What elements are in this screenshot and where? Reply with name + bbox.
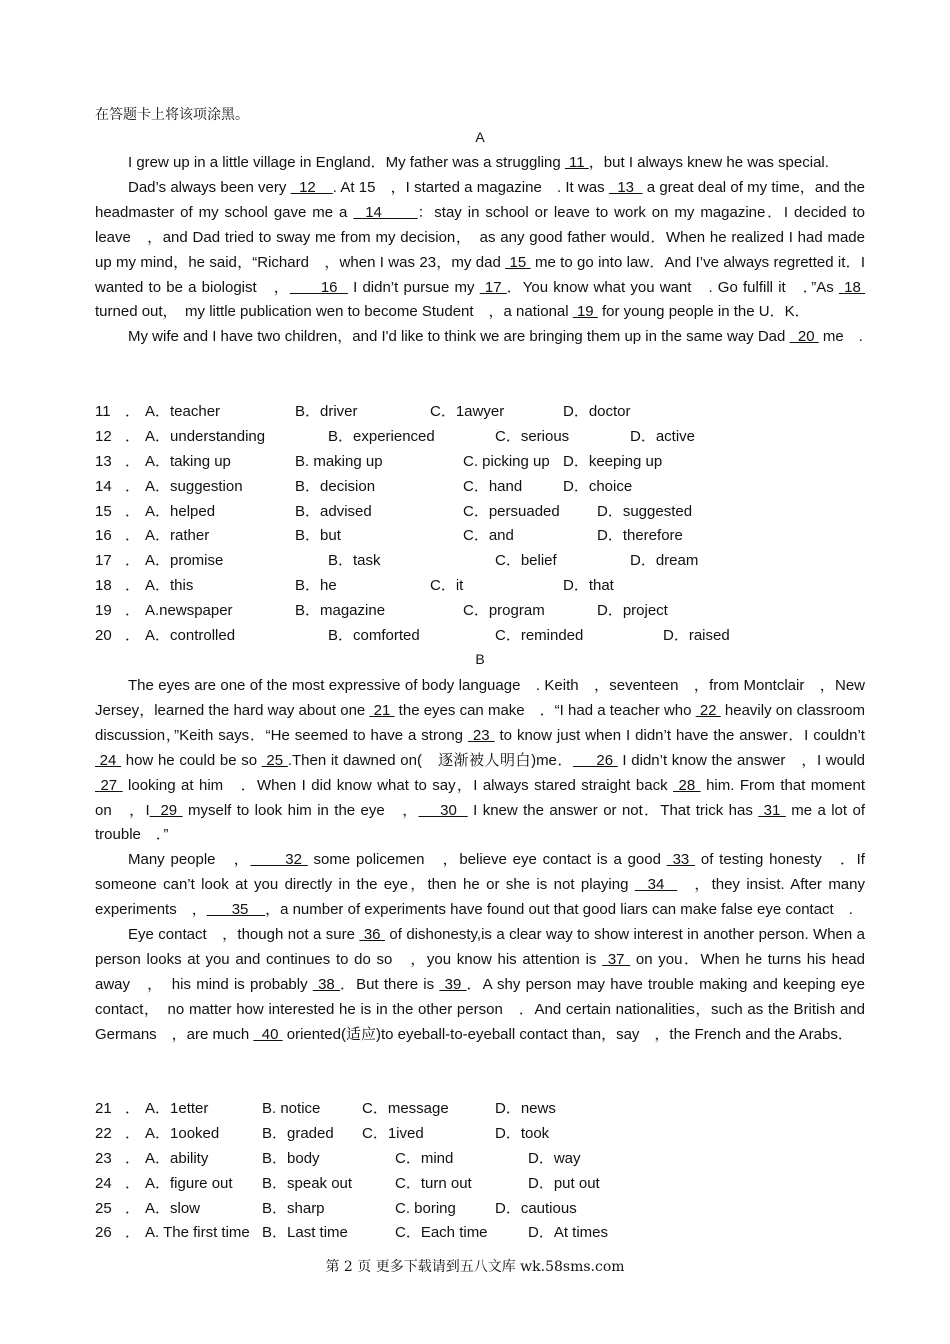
option-b[interactable]: B．graded bbox=[262, 1124, 334, 1142]
option-d[interactable]: D．choice bbox=[563, 477, 633, 495]
option-c[interactable]: C．reminded bbox=[495, 627, 584, 645]
passage-text: of testing honesty ．If someone can’t look at you directly in the eye，then he or she is not playing bbox=[95, 851, 865, 894]
passage-text: The eyes are one of the most expressive of body language . Keith ，seventeen ，from Montclair ，New Jersey，learned the hard way about one bbox=[95, 677, 865, 719]
passage-text: ：stay in school or leave to work on my magazine．I decided to leave ，and Dad tried to sway me from my decision， as any good father would．When he realized I had made up my mind，he said，“Richard ，when I was 23，my dad bbox=[95, 203, 865, 271]
option-b[interactable]: B．but bbox=[295, 527, 341, 545]
option-a[interactable]: A．1etter bbox=[145, 1100, 209, 1117]
option-c[interactable]: C．hand bbox=[463, 477, 523, 495]
number-separator: ． bbox=[125, 1174, 141, 1192]
passage-text: for young people in the U．K． bbox=[597, 303, 810, 321]
question-number: 17 bbox=[95, 552, 112, 570]
passage-paragraph bbox=[95, 176, 865, 325]
passage-text: I didn’t pursue my bbox=[347, 278, 480, 296]
passage-text: ．But there is bbox=[340, 975, 440, 993]
option-a[interactable]: A．this bbox=[145, 577, 194, 595]
answer-blank: 34 bbox=[634, 876, 678, 894]
question-options-row bbox=[95, 1147, 865, 1172]
passage-text: I grew up in a little village in England．My father was a struggling bbox=[128, 154, 565, 171]
question-options-row bbox=[95, 450, 865, 475]
option-c[interactable]: C．1ived bbox=[362, 1124, 424, 1142]
option-b[interactable]: B．advised bbox=[295, 502, 372, 520]
question-options-row bbox=[95, 524, 865, 549]
option-a[interactable]: A．rather bbox=[145, 527, 210, 545]
passage-text: looking at him ．When I did know what to say，I always stared straight back bbox=[122, 776, 674, 794]
number-separator: ． bbox=[125, 577, 141, 595]
number-separator: ． bbox=[125, 1224, 141, 1242]
question-number: 15 bbox=[95, 502, 112, 520]
option-c[interactable]: C．mind bbox=[395, 1149, 454, 1167]
answer-blank: 12 bbox=[290, 178, 333, 196]
answer-blank: 22 bbox=[695, 701, 721, 719]
option-a[interactable]: A．understanding bbox=[145, 427, 266, 445]
answer-blank: 39 bbox=[439, 975, 467, 993]
option-a[interactable]: A．figure out bbox=[145, 1174, 233, 1192]
question-number: 12 bbox=[95, 427, 112, 445]
answer-blank: 16 bbox=[289, 278, 348, 296]
question-options-row bbox=[95, 599, 865, 624]
option-d[interactable]: D．project bbox=[597, 602, 668, 620]
passage-text: ．You know what you want . Go fulfill it ．”As bbox=[506, 278, 839, 296]
number-separator: ． bbox=[125, 1149, 141, 1167]
option-a[interactable]: A．slow bbox=[145, 1199, 201, 1217]
option-c[interactable]: C．program bbox=[463, 602, 545, 620]
option-b[interactable]: B．magazine bbox=[295, 602, 386, 620]
answer-blank: 23 bbox=[467, 726, 495, 744]
option-c[interactable]: C．and bbox=[463, 527, 514, 545]
number-separator: ． bbox=[125, 502, 141, 520]
passage-text: I didn’t know the answer ，I would bbox=[617, 751, 865, 769]
question-options-row bbox=[95, 425, 865, 450]
passage-text: to know just when I didn’t have the answer．I couldn’t bbox=[494, 726, 865, 744]
option-b[interactable]: B. making up bbox=[295, 452, 383, 470]
option-d[interactable]: D．way bbox=[528, 1149, 581, 1167]
answer-blank: 20 bbox=[789, 328, 819, 346]
option-c[interactable]: C. boring bbox=[395, 1199, 456, 1217]
option-d[interactable]: D．therefore bbox=[597, 527, 683, 545]
passage-text: ，they insist. After many experiments ， bbox=[95, 876, 865, 919]
passage-paragraph bbox=[95, 325, 865, 350]
question-number: 20 bbox=[95, 627, 112, 645]
options-a bbox=[95, 400, 865, 649]
answer-blank: 13 bbox=[608, 178, 643, 196]
question-number: 21 bbox=[95, 1100, 112, 1117]
answer-blank: 40 bbox=[253, 1025, 283, 1043]
answer-blank: 29 bbox=[149, 801, 183, 819]
question-options-row bbox=[95, 400, 865, 425]
option-a[interactable]: A．1ooked bbox=[145, 1124, 220, 1142]
option-d[interactable]: D．news bbox=[495, 1100, 556, 1117]
passage-text: Many people ， bbox=[128, 851, 251, 869]
option-b[interactable]: B．decision bbox=[295, 477, 376, 495]
passage-b bbox=[95, 674, 865, 1048]
option-d[interactable]: D．doctor bbox=[563, 403, 631, 420]
option-d[interactable]: D．put out bbox=[528, 1174, 600, 1192]
answer-blank: 27 bbox=[95, 776, 123, 794]
instruction-text: 在答题卡上将该项涂黑。 bbox=[95, 107, 249, 123]
option-a[interactable]: A．promise bbox=[145, 552, 224, 570]
passage-text: the eyes can make ．“I had a teacher who bbox=[394, 701, 696, 719]
passage-text: me to go into law．And I’ve always regretted it．I wanted to be a biologist ， bbox=[95, 253, 865, 296]
option-b[interactable]: B．experienced bbox=[328, 427, 435, 445]
section-b-title: B bbox=[475, 651, 485, 667]
number-separator: ． bbox=[125, 403, 141, 420]
passage-text: him. From that moment on ，I bbox=[95, 776, 865, 819]
question-number: 13 bbox=[95, 452, 112, 470]
passage-text: a great deal of my time，and the headmaster of my school gave me a bbox=[95, 178, 865, 221]
option-c[interactable]: C. picking up bbox=[463, 452, 550, 470]
question-number: 26 bbox=[95, 1224, 112, 1242]
answer-blank: 33 bbox=[666, 851, 696, 869]
option-d[interactable]: D．suggested bbox=[597, 502, 693, 520]
passage-text: heavily on classroom discussion，”Keith says．“He seemed to have a strong bbox=[95, 701, 865, 744]
number-separator: ． bbox=[125, 427, 141, 445]
passage-text: of dishonesty,is a clear way to show interest in another person. When a person looks at you and continues to do so ，you know his attention is bbox=[95, 926, 865, 968]
passage-paragraph bbox=[95, 674, 865, 848]
answer-blank: 15 bbox=[505, 253, 531, 271]
answer-blank: 38 bbox=[312, 975, 341, 993]
option-d[interactable]: D．took bbox=[495, 1124, 550, 1142]
answer-blank: 19 bbox=[572, 303, 598, 321]
passage-text: My wife and I have two children，and I'd like to think we are bringing them up in the same way Dad bbox=[128, 328, 790, 346]
passage-text: . At 15 ，I started a magazine . It was bbox=[332, 178, 609, 196]
option-c[interactable]: C．belief bbox=[495, 552, 557, 570]
passage-text: myself to look him in the eye ， bbox=[182, 801, 419, 819]
option-b[interactable]: B．speak out bbox=[262, 1174, 353, 1192]
number-separator: ． bbox=[125, 627, 141, 645]
answer-blank: 26 bbox=[572, 751, 618, 769]
question-options-row bbox=[95, 500, 865, 525]
answer-blank: 32 bbox=[250, 851, 308, 869]
question-options-row bbox=[95, 1172, 865, 1197]
option-b[interactable]: B．task bbox=[328, 552, 381, 570]
page-footer: 第 2 页 更多下载请到五八文库 wk.58sms.com bbox=[325, 1259, 625, 1275]
passage-a bbox=[95, 151, 865, 350]
options-b bbox=[95, 1097, 865, 1246]
option-c[interactable]: C．turn out bbox=[395, 1174, 472, 1192]
option-b[interactable]: B．he bbox=[295, 577, 337, 595]
option-a[interactable]: A.newspaper bbox=[145, 602, 233, 620]
option-a[interactable]: A．helped bbox=[145, 502, 216, 520]
question-options-row bbox=[95, 574, 865, 599]
option-d[interactable]: D．At times bbox=[528, 1224, 609, 1242]
passage-text: me . bbox=[818, 328, 863, 346]
number-separator: ． bbox=[125, 1124, 141, 1142]
answer-blank: 24 bbox=[95, 751, 122, 769]
option-c[interactable]: C．message bbox=[362, 1100, 449, 1117]
option-c[interactable]: C．persuaded bbox=[463, 502, 560, 520]
section-a-title: A bbox=[475, 129, 485, 145]
answer-blank: 35 bbox=[206, 901, 266, 919]
option-d[interactable]: D．active bbox=[630, 427, 696, 445]
question-number: 14 bbox=[95, 477, 112, 495]
passage-text: turned out， my little publication wen to become Student ，a national bbox=[95, 303, 573, 321]
answer-blank: 25 bbox=[261, 751, 288, 769]
number-separator: ． bbox=[125, 477, 141, 495]
option-a[interactable]: A．ability bbox=[145, 1149, 209, 1167]
answer-blank: 28 bbox=[673, 776, 701, 794]
option-a[interactable]: A．controlled bbox=[145, 627, 236, 645]
number-separator: ． bbox=[125, 452, 141, 470]
question-number: 24 bbox=[95, 1174, 112, 1192]
number-separator: ． bbox=[125, 552, 141, 570]
passage-paragraph bbox=[95, 848, 865, 923]
option-d[interactable]: D．keeping up bbox=[563, 452, 663, 470]
passage-text: .Then it dawned on( 逐渐被人明白)me． bbox=[287, 751, 573, 769]
answer-blank: 17 bbox=[479, 278, 507, 296]
answer-blank: 21 bbox=[369, 701, 395, 719]
option-b[interactable]: B．sharp bbox=[262, 1199, 325, 1217]
number-separator: ． bbox=[125, 1199, 141, 1217]
passage-text: I knew the answer or not．That trick has bbox=[467, 801, 759, 819]
passage-text: Eye contact ，though not a sure bbox=[128, 926, 360, 944]
option-b[interactable]: B．body bbox=[262, 1149, 320, 1167]
option-a[interactable]: A．teacher bbox=[145, 403, 221, 420]
question-options-row bbox=[95, 1221, 865, 1246]
question-number: 22 bbox=[95, 1124, 112, 1142]
passage-text: me a lot of trouble ．” bbox=[95, 801, 865, 844]
option-c[interactable]: C．Each time bbox=[395, 1224, 488, 1242]
number-separator: ． bbox=[125, 602, 141, 620]
passage-text: some policemen ，believe eye contact is a good bbox=[307, 851, 667, 869]
option-d[interactable]: D．cautious bbox=[495, 1199, 577, 1217]
passage-text: Dad’s always been very bbox=[128, 178, 291, 196]
option-b[interactable]: B．Last time bbox=[262, 1224, 348, 1242]
option-a[interactable]: A. The first time bbox=[145, 1224, 250, 1242]
passage-paragraph bbox=[95, 151, 865, 176]
passage-paragraph bbox=[95, 923, 865, 1048]
question-number: 11 bbox=[95, 403, 111, 420]
answer-blank: 14 bbox=[353, 203, 418, 221]
option-a[interactable]: A．taking up bbox=[145, 452, 231, 470]
question-options-row bbox=[95, 1197, 865, 1222]
answer-blank: 37 bbox=[602, 950, 631, 968]
option-a[interactable]: A．suggestion bbox=[145, 477, 243, 495]
question-number: 16 bbox=[95, 527, 112, 545]
option-d[interactable]: D．that bbox=[563, 577, 614, 595]
passage-text: ，a number of experiments have found out that good liars can make false eye contact . bbox=[265, 901, 853, 919]
option-d[interactable]: D．dream bbox=[630, 552, 699, 570]
option-c[interactable]: C．it bbox=[430, 577, 464, 595]
number-separator: ． bbox=[125, 1100, 141, 1117]
option-b[interactable]: B．comforted bbox=[328, 627, 420, 645]
answer-blank: 18 bbox=[838, 278, 865, 296]
option-b[interactable]: B. notice bbox=[262, 1100, 321, 1117]
number-separator: ． bbox=[125, 527, 141, 545]
question-options-row bbox=[95, 1097, 865, 1122]
passage-text: ，but I always knew he was special. bbox=[588, 154, 829, 171]
question-number: 25 bbox=[95, 1199, 112, 1217]
option-c[interactable]: C．serious bbox=[495, 427, 570, 445]
question-number: 19 bbox=[95, 602, 112, 620]
question-options-row bbox=[95, 549, 865, 574]
passage-text: ．A shy person may have trouble making and keeping eye contact， no matter how interested he is in the other person ．And certain nationalities，such as the British and Germans ，are much bbox=[95, 975, 865, 1043]
answer-blank: 31 bbox=[758, 801, 786, 819]
option-c[interactable]: C．1awyer bbox=[430, 403, 505, 420]
option-d[interactable]: D．raised bbox=[663, 627, 730, 645]
question-options-row bbox=[95, 624, 865, 649]
answer-blank: 36 bbox=[359, 926, 385, 944]
passage-text: oriented(适应)to eyeball-to-eyeball contact than，say ，the French and the Arabs． bbox=[282, 1025, 853, 1043]
passage-text: on you．When he turns his head away ， his mind is probably bbox=[95, 950, 865, 993]
answer-blank: 11 bbox=[564, 154, 589, 171]
question-options-row bbox=[95, 1122, 865, 1147]
answer-blank: 30 bbox=[418, 801, 468, 819]
question-number: 18 bbox=[95, 577, 112, 595]
option-b[interactable]: B．driver bbox=[295, 403, 358, 420]
question-number: 23 bbox=[95, 1149, 112, 1167]
question-options-row bbox=[95, 475, 865, 500]
passage-text: how he could be so bbox=[121, 751, 262, 769]
